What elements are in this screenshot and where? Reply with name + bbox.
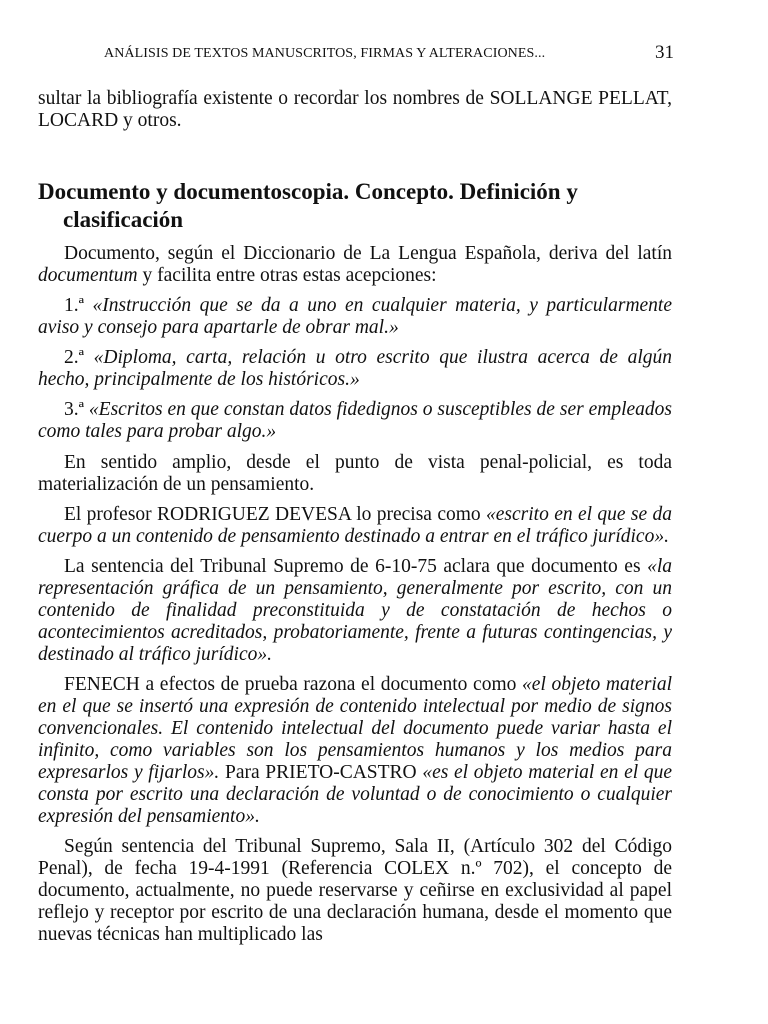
fenech-text: FENECH a efectos de prueba razona el documento como: [64, 674, 523, 695]
rodriguez-text: El profesor RODRIGUEZ DEVESA lo precisa como: [64, 504, 487, 525]
prieto-castro-quote: «es el objeto material en el que consta por escrito una declaración de voluntad o de conocimiento o cualquier expresión del pensamiento».: [38, 762, 672, 827]
latin-term: documentum: [38, 265, 138, 286]
running-header: [104, 44, 674, 66]
intro-paragraph: [38, 243, 672, 287]
definition-number: 3.ª: [64, 399, 85, 420]
definition-item: [38, 295, 672, 339]
sentencia-quote: «la representación gráfica de un pensamiento, generalmente por escrito, con un contenido de finalidad preconstituida y de constatación de hechos o acontecimientos acreditados, probatoriamente, frente a futuras contingencias, y destinado al tráfico jurídico».: [38, 556, 672, 665]
definition-number: 2.ª: [64, 347, 85, 368]
fenech-paragraph: [38, 674, 672, 828]
prieto-castro-text: Para PRIETO-CASTRO: [219, 762, 423, 783]
definition-text: «Diploma, carta, relación u otro escrito que ilustra acerca de algún hecho, principalmente de los históricos.»: [38, 347, 673, 390]
broad-sense-paragraph: En sentido amplio, desde el punto de vista penal-policial, es toda materialización de un pensamiento.: [38, 452, 672, 495]
body-text: [38, 88, 672, 946]
definition-number: 1.ª: [64, 295, 85, 316]
rodriguez-quote: «escrito en el que se da cuerpo a un contenido de pensamiento destinado a entrar en el tráfico jurídico».: [38, 504, 672, 547]
rodriguez-paragraph: [38, 504, 672, 548]
definition-text: «Instrucción que se da a uno en cualquier materia, y particularmente aviso y consejo para apartarle de obrar mal.»: [38, 295, 673, 338]
intro-text: Documento, según el Diccionario de La Lengua Española, deriva del latín: [64, 243, 672, 264]
sentencia-paragraph: [38, 556, 672, 666]
page-number: 31: [655, 42, 674, 63]
running-title: ANÁLISIS DE TEXTOS MANUSCRITOS, FIRMAS Y ALTERACIONES...: [104, 46, 546, 61]
section-heading: Documento y documentoscopia. Concepto. Definición y clasificación: [38, 179, 578, 232]
definition-item: [38, 399, 672, 443]
definition-item: [38, 347, 672, 391]
definition-text: «Escritos en que constan datos fidedignos o susceptibles de ser empleados como tales para probar algo.»: [38, 399, 672, 442]
fenech-quote: «el objeto material en el que se insertó una expresión de contenido intelectual por medio de signos convencionales. El contenido intelectual del documento puede variar hasta el infinito, como variables son los pensamientos humanos y los medios para expresarlos y fijarlos».: [38, 674, 672, 783]
continuation-paragraph: sultar la bibliografía existente o recordar los nombres de SOLLANGE PELLAT, LOCARD y otros.: [38, 88, 672, 131]
final-paragraph: Según sentencia del Tribunal Supremo, Sala II, (Artículo 302 del Código Penal), de fecha 19-4-1991 (Referencia COLEX n.º 702), el concepto de documento, actualmente, no puede reservarse y ceñirse en exclusividad al papel reflejo y receptor por escrito de una declaración humana, desde el momento que nuevas técnicas han multiplicado las: [38, 836, 672, 945]
intro-text-end: y facilita entre otras estas acepciones:: [137, 265, 437, 286]
sentencia-text: La sentencia del Tribunal Supremo de 6-10-75 aclara que documento es: [64, 556, 648, 577]
